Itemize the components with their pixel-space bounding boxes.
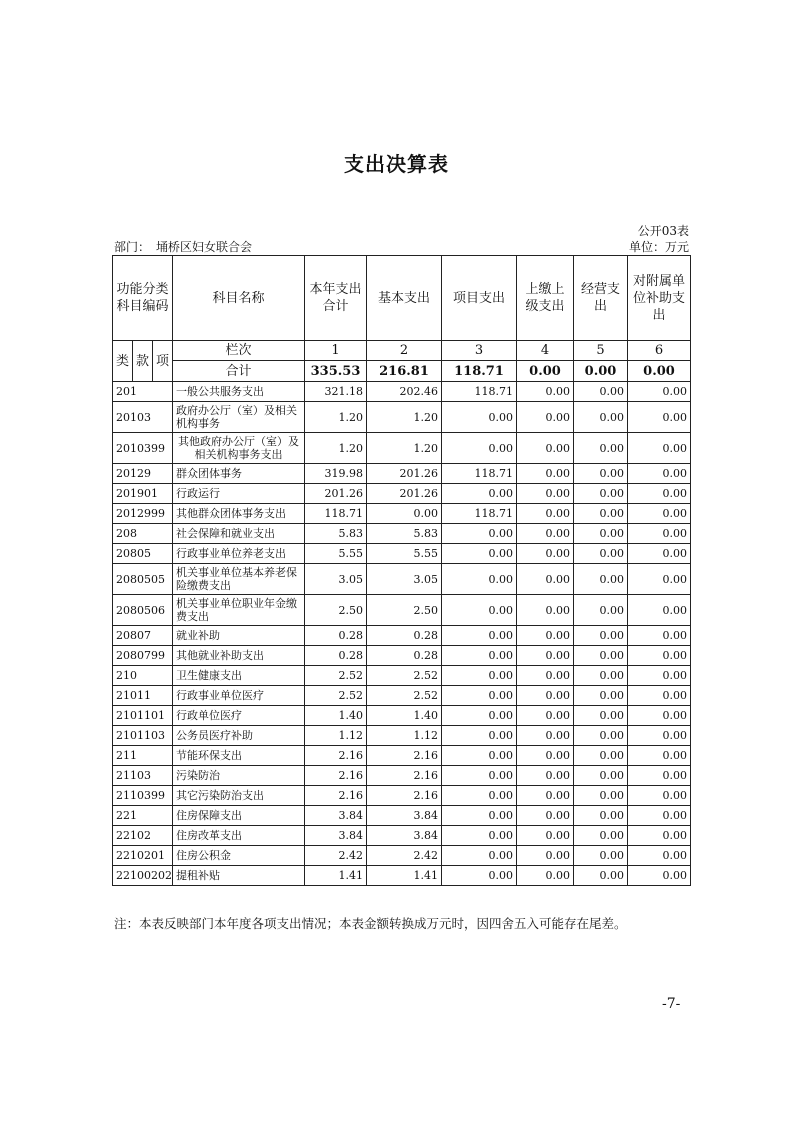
row-value: 0.00 xyxy=(442,524,517,544)
row-value: 0.00 xyxy=(628,433,691,464)
row-value: 0.00 xyxy=(517,464,574,484)
table-row xyxy=(113,524,691,544)
row-code: 22100202 xyxy=(113,866,173,886)
row-value: 0.00 xyxy=(574,866,628,886)
row-value: 0.00 xyxy=(517,806,574,826)
table-row xyxy=(113,544,691,564)
row-value: 0.00 xyxy=(517,846,574,866)
row-value: 0.00 xyxy=(628,826,691,846)
total-label: 合计 xyxy=(173,361,305,382)
row-value: 0.00 xyxy=(517,686,574,706)
row-value: 202.46 xyxy=(367,382,442,402)
row-value: 0.00 xyxy=(442,433,517,464)
col-num-3: 3 xyxy=(442,341,517,361)
total-value: 118.71 xyxy=(442,361,517,382)
total-value: 0.00 xyxy=(517,361,574,382)
row-value: 0.00 xyxy=(517,626,574,646)
row-value: 0.00 xyxy=(442,686,517,706)
table-row xyxy=(113,826,691,846)
total-value: 216.81 xyxy=(367,361,442,382)
row-value: 0.00 xyxy=(628,806,691,826)
row-value: 0.00 xyxy=(517,646,574,666)
table-row xyxy=(113,433,691,464)
row-value: 0.00 xyxy=(442,484,517,504)
row-value: 0.00 xyxy=(517,564,574,595)
row-value: 1.41 xyxy=(305,866,367,886)
table-row xyxy=(113,806,691,826)
header-xiang: 项 xyxy=(153,341,173,382)
unit-label: 单位：万元 xyxy=(628,240,689,254)
header-name: 科目名称 xyxy=(173,256,305,341)
row-value: 0.00 xyxy=(442,626,517,646)
row-code: 20103 xyxy=(113,402,173,433)
row-code: 22102 xyxy=(113,826,173,846)
row-code: 2080505 xyxy=(113,564,173,595)
table-row xyxy=(113,786,691,806)
row-value: 0.00 xyxy=(367,504,442,524)
header-lei: 类 xyxy=(113,341,133,382)
row-name: 住房保障支出 xyxy=(173,806,305,826)
row-value: 2.16 xyxy=(305,786,367,806)
row-value: 0.00 xyxy=(442,402,517,433)
row-value: 0.00 xyxy=(517,746,574,766)
row-value: 2.16 xyxy=(367,746,442,766)
row-name: 机关事业单位基本养老保险缴费支出 xyxy=(173,564,305,595)
row-value: 201.26 xyxy=(367,484,442,504)
row-value: 3.84 xyxy=(367,806,442,826)
row-value: 0.00 xyxy=(574,402,628,433)
row-value: 1.40 xyxy=(305,706,367,726)
row-name: 节能环保支出 xyxy=(173,746,305,766)
row-value: 0.00 xyxy=(628,524,691,544)
page-number: -7- xyxy=(662,996,681,1012)
row-name: 卫生健康支出 xyxy=(173,666,305,686)
row-code: 21103 xyxy=(113,766,173,786)
row-value: 5.55 xyxy=(305,544,367,564)
row-value: 1.20 xyxy=(305,433,367,464)
row-value: 0.00 xyxy=(517,766,574,786)
row-value: 0.00 xyxy=(517,484,574,504)
row-code: 221 xyxy=(113,806,173,826)
row-value: 0.00 xyxy=(628,564,691,595)
header-c3: 项目支出 xyxy=(442,256,517,341)
header-c1: 本年支出合计 xyxy=(305,256,367,341)
row-value: 1.41 xyxy=(367,866,442,886)
row-value: 0.28 xyxy=(367,646,442,666)
row-code: 2101103 xyxy=(113,726,173,746)
table-row xyxy=(113,484,691,504)
row-value: 0.00 xyxy=(442,646,517,666)
table-row xyxy=(113,726,691,746)
row-value: 0.00 xyxy=(574,646,628,666)
row-value: 0.00 xyxy=(628,846,691,866)
row-code: 20805 xyxy=(113,544,173,564)
row-value: 0.00 xyxy=(628,595,691,626)
col-num-5: 5 xyxy=(574,341,628,361)
row-value: 0.00 xyxy=(574,806,628,826)
row-value: 5.83 xyxy=(367,524,442,544)
table-row xyxy=(113,382,691,402)
row-value: 321.18 xyxy=(305,382,367,402)
row-code: 2012999 xyxy=(113,504,173,524)
row-value: 0.00 xyxy=(517,504,574,524)
row-value: 0.00 xyxy=(574,786,628,806)
col-num-2: 2 xyxy=(367,341,442,361)
row-value: 2.42 xyxy=(367,846,442,866)
row-code: 2080506 xyxy=(113,595,173,626)
table-row xyxy=(113,666,691,686)
row-value: 0.00 xyxy=(517,786,574,806)
row-name: 行政事业单位养老支出 xyxy=(173,544,305,564)
row-value: 0.00 xyxy=(442,666,517,686)
row-value: 0.00 xyxy=(517,826,574,846)
row-value: 0.00 xyxy=(574,706,628,726)
row-value: 2.52 xyxy=(305,686,367,706)
row-value: 2.50 xyxy=(305,595,367,626)
header-c2: 基本支出 xyxy=(367,256,442,341)
row-name: 其他群众团体事务支出 xyxy=(173,504,305,524)
table-row xyxy=(113,464,691,484)
table-row xyxy=(113,706,691,726)
row-value: 0.00 xyxy=(442,564,517,595)
row-value: 0.00 xyxy=(628,402,691,433)
table-row xyxy=(113,686,691,706)
row-value: 0.00 xyxy=(442,766,517,786)
row-value: 1.20 xyxy=(305,402,367,433)
row-code: 208 xyxy=(113,524,173,544)
row-name: 就业补助 xyxy=(173,626,305,646)
row-value: 0.00 xyxy=(442,544,517,564)
row-value: 0.00 xyxy=(628,786,691,806)
expenditure-table xyxy=(112,255,691,886)
header-c5: 经营支出 xyxy=(574,256,628,341)
row-name: 一般公共服务支出 xyxy=(173,382,305,402)
row-value: 0.00 xyxy=(574,382,628,402)
header-lanci: 栏次 xyxy=(173,341,305,361)
row-name: 行政运行 xyxy=(173,484,305,504)
row-name: 机关事业单位职业年金缴费支出 xyxy=(173,595,305,626)
row-value: 0.00 xyxy=(442,826,517,846)
page-title: 支出决算表 xyxy=(344,152,449,176)
department: 部门： 埇桥区妇女联合会 xyxy=(114,240,253,254)
table-row xyxy=(113,846,691,866)
row-value: 3.84 xyxy=(367,826,442,846)
row-name: 社会保障和就业支出 xyxy=(173,524,305,544)
row-code: 211 xyxy=(113,746,173,766)
row-value: 0.00 xyxy=(442,866,517,886)
row-value: 0.00 xyxy=(517,666,574,686)
row-value: 2.16 xyxy=(367,786,442,806)
row-value: 0.00 xyxy=(574,766,628,786)
row-value: 0.00 xyxy=(574,626,628,646)
row-name: 住房改革支出 xyxy=(173,826,305,846)
header-c4: 上缴上级支出 xyxy=(517,256,574,341)
row-value: 0.28 xyxy=(305,646,367,666)
row-value: 0.00 xyxy=(442,595,517,626)
row-value: 0.00 xyxy=(517,706,574,726)
row-value: 0.00 xyxy=(517,726,574,746)
table-row xyxy=(113,564,691,595)
row-name: 公务员医疗补助 xyxy=(173,726,305,746)
row-value: 2.50 xyxy=(367,595,442,626)
row-code: 201901 xyxy=(113,484,173,504)
row-code: 2210201 xyxy=(113,846,173,866)
row-value: 0.00 xyxy=(628,484,691,504)
row-value: 0.00 xyxy=(628,706,691,726)
row-value: 5.83 xyxy=(305,524,367,544)
row-value: 0.00 xyxy=(574,544,628,564)
row-value: 0.00 xyxy=(628,746,691,766)
row-value: 118.71 xyxy=(442,504,517,524)
header-c6: 对附属单位补助支出 xyxy=(628,256,691,341)
row-value: 0.00 xyxy=(628,382,691,402)
row-value: 0.00 xyxy=(574,666,628,686)
table-row xyxy=(113,595,691,626)
row-value: 2.16 xyxy=(305,746,367,766)
row-name: 其他就业补助支出 xyxy=(173,646,305,666)
row-value: 118.71 xyxy=(442,464,517,484)
row-value: 0.00 xyxy=(628,726,691,746)
row-value: 0.00 xyxy=(628,504,691,524)
row-name: 住房公积金 xyxy=(173,846,305,866)
row-value: 0.00 xyxy=(442,746,517,766)
row-value: 3.84 xyxy=(305,806,367,826)
row-value: 2.52 xyxy=(305,666,367,686)
row-value: 0.00 xyxy=(628,626,691,646)
row-value: 0.00 xyxy=(628,686,691,706)
row-value: 0.00 xyxy=(628,464,691,484)
col-num-4: 4 xyxy=(517,341,574,361)
row-value: 1.40 xyxy=(367,706,442,726)
row-value: 0.00 xyxy=(628,866,691,886)
row-value: 1.12 xyxy=(305,726,367,746)
row-name: 群众团体事务 xyxy=(173,464,305,484)
row-value: 0.00 xyxy=(517,402,574,433)
row-value: 118.71 xyxy=(305,504,367,524)
row-value: 0.00 xyxy=(517,866,574,886)
header-kuan: 款 xyxy=(133,341,153,382)
table-row xyxy=(113,626,691,646)
row-value: 0.00 xyxy=(517,433,574,464)
col-num-1: 1 xyxy=(305,341,367,361)
table-row xyxy=(113,504,691,524)
row-value: 0.00 xyxy=(574,564,628,595)
row-value: 118.71 xyxy=(442,382,517,402)
total-value: 335.53 xyxy=(305,361,367,382)
row-value: 3.05 xyxy=(367,564,442,595)
table-row xyxy=(113,402,691,433)
row-value: 2.52 xyxy=(367,686,442,706)
row-value: 319.98 xyxy=(305,464,367,484)
row-value: 0.00 xyxy=(574,464,628,484)
table-row xyxy=(113,766,691,786)
row-value: 0.00 xyxy=(628,544,691,564)
row-value: 2.16 xyxy=(367,766,442,786)
table-row xyxy=(113,646,691,666)
row-value: 0.00 xyxy=(574,504,628,524)
row-name: 政府办公厅（室）及相关机构事务 xyxy=(173,402,305,433)
total-value: 0.00 xyxy=(574,361,628,382)
row-name: 其它污染防治支出 xyxy=(173,786,305,806)
row-value: 0.00 xyxy=(628,766,691,786)
row-code: 2110399 xyxy=(113,786,173,806)
row-value: 0.28 xyxy=(305,626,367,646)
col-num-6: 6 xyxy=(628,341,691,361)
row-value: 0.00 xyxy=(517,544,574,564)
row-value: 0.00 xyxy=(574,433,628,464)
row-code: 20129 xyxy=(113,464,173,484)
row-code: 20807 xyxy=(113,626,173,646)
row-value: 1.12 xyxy=(367,726,442,746)
row-code: 201 xyxy=(113,382,173,402)
row-name: 其他政府办公厅（室）及相关机构事务支出 xyxy=(173,433,305,464)
row-value: 0.28 xyxy=(367,626,442,646)
row-value: 3.84 xyxy=(305,826,367,846)
row-code: 2080799 xyxy=(113,646,173,666)
row-value: 0.00 xyxy=(442,846,517,866)
row-code: 2010399 xyxy=(113,433,173,464)
row-value: 1.20 xyxy=(367,402,442,433)
row-value: 0.00 xyxy=(574,524,628,544)
row-value: 5.55 xyxy=(367,544,442,564)
header-code: 功能分类科目编码 xyxy=(113,256,173,341)
row-code: 210 xyxy=(113,666,173,686)
row-value: 2.42 xyxy=(305,846,367,866)
row-value: 201.26 xyxy=(367,464,442,484)
row-code: 2101101 xyxy=(113,706,173,726)
row-value: 2.16 xyxy=(305,766,367,786)
row-value: 201.26 xyxy=(305,484,367,504)
footnote: 注：本表反映部门本年度各项支出情况；本表金额转换成万元时，因四舍五入可能存在尾差。 xyxy=(114,916,627,931)
row-value: 0.00 xyxy=(442,726,517,746)
row-name: 行政事业单位医疗 xyxy=(173,686,305,706)
row-value: 0.00 xyxy=(628,666,691,686)
row-name: 行政单位医疗 xyxy=(173,706,305,726)
row-name: 污染防治 xyxy=(173,766,305,786)
row-value: 0.00 xyxy=(574,484,628,504)
row-value: 0.00 xyxy=(517,382,574,402)
row-value: 0.00 xyxy=(628,646,691,666)
row-value: 2.52 xyxy=(367,666,442,686)
table-code: 公开03表 xyxy=(637,224,689,238)
row-value: 3.05 xyxy=(305,564,367,595)
row-value: 0.00 xyxy=(574,686,628,706)
row-value: 0.00 xyxy=(442,786,517,806)
table-row xyxy=(113,746,691,766)
row-value: 1.20 xyxy=(367,433,442,464)
row-value: 0.00 xyxy=(574,846,628,866)
row-value: 0.00 xyxy=(517,595,574,626)
row-value: 0.00 xyxy=(442,806,517,826)
row-value: 0.00 xyxy=(517,524,574,544)
row-code: 21011 xyxy=(113,686,173,706)
total-value: 0.00 xyxy=(628,361,691,382)
row-name: 提租补贴 xyxy=(173,866,305,886)
table-row xyxy=(113,866,691,886)
row-value: 0.00 xyxy=(574,595,628,626)
row-value: 0.00 xyxy=(442,706,517,726)
row-value: 0.00 xyxy=(574,726,628,746)
row-value: 0.00 xyxy=(574,826,628,846)
row-value: 0.00 xyxy=(574,746,628,766)
